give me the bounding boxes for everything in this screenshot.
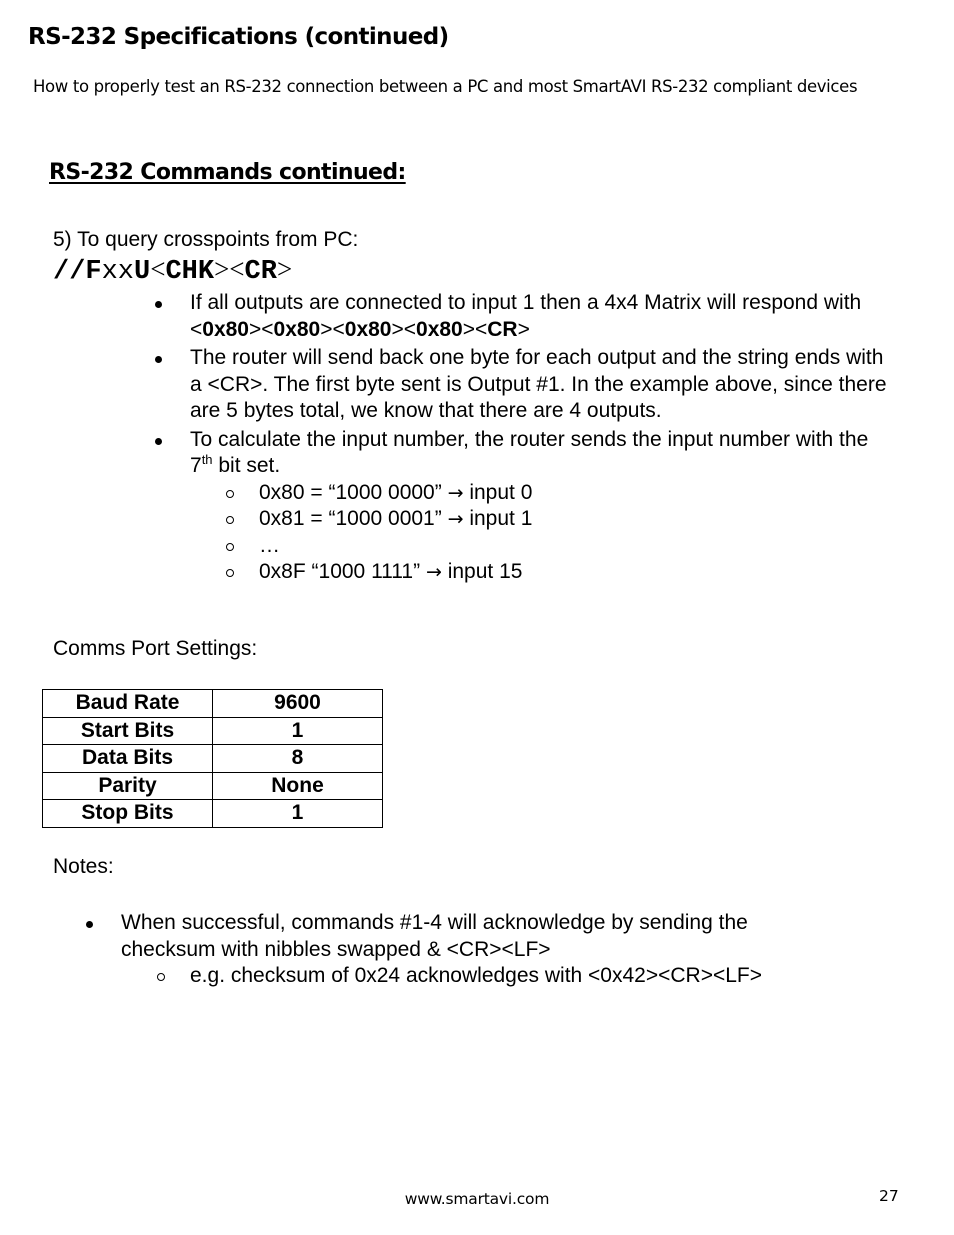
byte-value: CR bbox=[487, 317, 518, 341]
list-item bbox=[223, 559, 890, 586]
example-right: input 1 bbox=[463, 507, 533, 530]
section-heading: RS-232 Commands continued: bbox=[49, 160, 406, 185]
byte-value: 0x80 bbox=[273, 317, 321, 341]
page-subtitle: How to properly test an RS-232 connection between a PC and most SmartAVI RS-232 compliant devices bbox=[33, 77, 858, 96]
bullet-icon bbox=[86, 921, 93, 928]
setting-value: 8 bbox=[213, 745, 383, 773]
example-left: 0x8F “1000 1111” bbox=[259, 560, 426, 583]
table-row bbox=[43, 717, 383, 745]
command-bracket: < bbox=[229, 254, 245, 284]
notes-label: Notes: bbox=[53, 855, 114, 878]
list-item bbox=[155, 345, 890, 425]
notes-list bbox=[86, 910, 846, 990]
separator: >< bbox=[391, 317, 417, 341]
list-item bbox=[223, 533, 890, 560]
byte-value: 0x80 bbox=[416, 317, 463, 341]
circle-bullet-icon bbox=[226, 490, 234, 498]
command-chk: CHK bbox=[165, 257, 215, 287]
bullet-text: The router will send back one byte for each output and the string ends with a <CR>. The first byte sent is Output #1. In the example above, since there are 5 bytes total, we know that there are 4 outputs. bbox=[190, 346, 887, 422]
list-item bbox=[155, 427, 890, 586]
arrow-right-icon: → bbox=[447, 481, 464, 504]
setting-name: Parity bbox=[43, 772, 213, 800]
circle-bullet-icon bbox=[226, 516, 234, 524]
list-item bbox=[154, 963, 846, 990]
example-left: 0x81 = “1000 0001” bbox=[259, 507, 448, 530]
command-bracket: < bbox=[150, 254, 166, 284]
circle-bullet-icon bbox=[157, 973, 165, 981]
comms-settings-table bbox=[42, 689, 383, 828]
comms-label: Comms Port Settings: bbox=[53, 637, 258, 660]
setting-value: 9600 bbox=[213, 690, 383, 718]
command-param: xx bbox=[101, 257, 135, 287]
setting-value: 1 bbox=[213, 717, 383, 745]
query-bullet-list bbox=[155, 290, 890, 586]
note-text: When successful, commands #1-4 will acknowledge by sending the checksum with nibbles swapped & <CR><LF> bbox=[121, 911, 748, 961]
bullet-icon bbox=[155, 301, 162, 308]
byte-value: 0x80 bbox=[344, 317, 392, 341]
note-sub-text: e.g. checksum of 0x24 acknowledges with <0x42><CR><LF> bbox=[190, 964, 763, 987]
command-prefix: //F bbox=[53, 257, 102, 287]
list-item bbox=[155, 290, 890, 343]
setting-name: Start Bits bbox=[43, 717, 213, 745]
circle-bullet-icon bbox=[226, 543, 234, 551]
bullet-text: If all outputs are connected to input 1 then a 4x4 Matrix will respond with < bbox=[190, 291, 862, 341]
bullet-icon bbox=[155, 438, 162, 445]
example-right: input 0 bbox=[463, 480, 533, 504]
setting-name: Baud Rate bbox=[43, 690, 213, 718]
byte-value: 0x80 bbox=[202, 317, 249, 341]
bullet-icon bbox=[155, 356, 162, 363]
list-item bbox=[223, 480, 890, 507]
bullet-text: To calculate the input number, the router sends the input number with the 7 bbox=[190, 427, 869, 477]
command-mid: U bbox=[134, 257, 151, 287]
note-sub-list bbox=[154, 963, 846, 990]
command-bracket: > bbox=[214, 254, 230, 284]
bullet-text: bit set. bbox=[212, 454, 281, 477]
command-cr: CR bbox=[244, 257, 277, 287]
arrow-right-icon: → bbox=[425, 561, 442, 583]
page-number: 27 bbox=[879, 1187, 899, 1205]
footer-url: www.smartavi.com bbox=[404, 1190, 550, 1208]
setting-value: None bbox=[213, 772, 383, 800]
list-item bbox=[86, 910, 846, 990]
arrow-right-icon: → bbox=[447, 508, 464, 530]
example-left: 0x80 = “1000 0000” bbox=[259, 480, 448, 504]
list-item bbox=[223, 506, 890, 533]
example-list bbox=[223, 480, 890, 586]
separator: >< bbox=[320, 317, 345, 341]
separator: >< bbox=[248, 317, 274, 341]
superscript: th bbox=[201, 452, 213, 467]
example-left: … bbox=[259, 533, 280, 557]
command-syntax bbox=[53, 253, 292, 288]
command-bracket: > bbox=[276, 254, 293, 284]
setting-value: 1 bbox=[213, 800, 383, 828]
separator: > bbox=[517, 317, 530, 341]
query-intro: 5) To query crosspoints from PC: bbox=[53, 228, 359, 251]
table-row bbox=[43, 745, 383, 773]
table-row bbox=[43, 772, 383, 800]
page-title: RS-232 Specifications (continued) bbox=[28, 24, 449, 50]
setting-name: Stop Bits bbox=[43, 800, 213, 828]
setting-name: Data Bits bbox=[43, 745, 213, 773]
table-row bbox=[43, 800, 383, 828]
table-row bbox=[43, 690, 383, 718]
separator: >< bbox=[462, 317, 488, 341]
circle-bullet-icon bbox=[226, 569, 234, 577]
example-right: input 15 bbox=[441, 560, 523, 583]
